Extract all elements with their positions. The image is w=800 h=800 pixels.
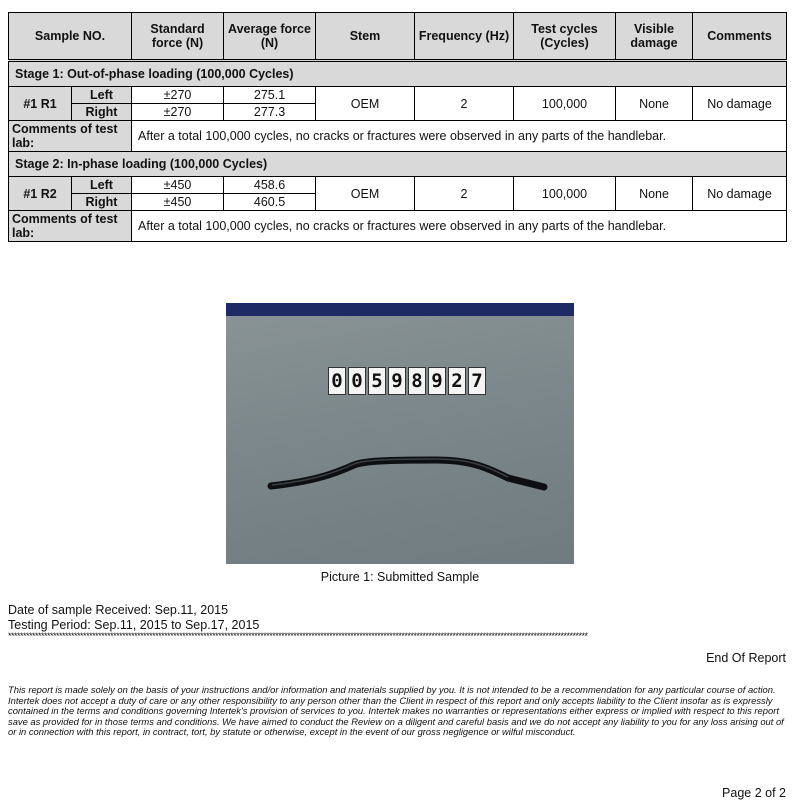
- test-cycles-value: 100,000: [514, 177, 616, 211]
- visible-damage-value: None: [616, 177, 693, 211]
- visible-damage-value: None: [616, 87, 693, 121]
- frequency-value: 2: [415, 177, 514, 211]
- handlebar-image: [226, 303, 574, 564]
- table-row: [9, 87, 787, 104]
- lab-comment-label: Comments of test lab:: [9, 211, 132, 242]
- sample-id: #1 R2: [9, 177, 72, 211]
- sample-tag-digit: 0: [348, 367, 366, 395]
- comments-value: No damage: [693, 177, 787, 211]
- photo-caption: Picture 1: Submitted Sample: [320, 570, 480, 584]
- sample-tag-digit: 7: [468, 367, 486, 395]
- standard-force-value: ±270: [132, 87, 224, 104]
- side-label: Left: [72, 177, 132, 194]
- table-row: [9, 177, 787, 194]
- separator-line: *************************************************************************************************************************************************************************************************: [8, 632, 588, 640]
- header-standard-force: Standard force (N): [132, 13, 224, 61]
- comments-value: No damage: [693, 87, 787, 121]
- disclaimer-text: This report is made solely on the basis of your instructions and/or information and materials supplied by you. It is not intended to be a recommendation for any particular course of action. Intertek does not accept a duty of care or any other responsibility to any person other than the Client in respect of this report and only accepts liability to the Client insofar as is expressly contained in the terms and conditions governing Intertek's provision of services to you. Intertek makes no warranties or representations either express or implied with respect to this report save as provided for in those terms and conditions. We have aimed to conduct the Review on a diligent and careful basis and we do not accept any liability to you for any loss arising out of or in connection with this report, in contract, tort, by statute or otherwise, except in the event of our gross negligence or wilful misconduct.: [8, 684, 784, 738]
- average-force-value: 460.5: [224, 194, 316, 211]
- side-label: Left: [72, 87, 132, 104]
- sample-tag-digit: 8: [408, 367, 426, 395]
- sample-tag-digit: 9: [428, 367, 446, 395]
- sample-tag-digit: 9: [388, 367, 406, 395]
- average-force-value: 458.6: [224, 177, 316, 194]
- header-visible-damage: Visible damage: [616, 13, 693, 61]
- lab-comment-row: [9, 211, 787, 242]
- side-label: Right: [72, 194, 132, 211]
- sample-tag-digit: 2: [448, 367, 466, 395]
- standard-force-value: ±450: [132, 177, 224, 194]
- average-force-value: 277.3: [224, 104, 316, 121]
- header-test-cycles: Test cycles (Cycles): [514, 13, 616, 61]
- stage-1-title: Stage 1: Out-of-phase loading (100,000 Cycles): [9, 61, 787, 87]
- header-frequency: Frequency (Hz): [415, 13, 514, 61]
- standard-force-value: ±450: [132, 194, 224, 211]
- header-average-force: Average force (N): [224, 13, 316, 61]
- sample-tag-strip: [328, 361, 486, 397]
- stage-2-title: Stage 2: In-phase loading (100,000 Cycles): [9, 152, 787, 177]
- stem-value: OEM: [316, 87, 415, 121]
- side-label: Right: [72, 104, 132, 121]
- lab-comment-row: [9, 121, 787, 152]
- test-results-table: [8, 12, 787, 242]
- sample-tag-digit: 0: [328, 367, 346, 395]
- header-comments: Comments: [693, 13, 787, 61]
- header-sample-no: Sample NO.: [9, 13, 132, 61]
- lab-comment-text: After a total 100,000 cycles, no cracks or fractures were observed in any parts of the handlebar.: [132, 211, 787, 242]
- stage-2-row: [9, 152, 787, 177]
- sample-tag-digit: 5: [368, 367, 386, 395]
- date-received: Date of sample Received: Sep.11, 2015: [8, 603, 229, 617]
- average-force-value: 275.1: [224, 87, 316, 104]
- frequency-value: 2: [415, 87, 514, 121]
- header-stem: Stem: [316, 13, 415, 61]
- test-cycles-value: 100,000: [514, 87, 616, 121]
- testing-period: Testing Period: Sep.11, 2015 to Sep.17, 2015: [8, 618, 260, 632]
- stem-value: OEM: [316, 177, 415, 211]
- stage-1-row: [9, 61, 787, 87]
- lab-comment-text: After a total 100,000 cycles, no cracks or fractures were observed in any parts of the handlebar.: [132, 121, 787, 152]
- sample-id: #1 R1: [9, 87, 72, 121]
- standard-force-value: ±270: [132, 104, 224, 121]
- sample-photo: [226, 303, 574, 564]
- table-header-row: [9, 13, 787, 61]
- page-number: Page 2 of 2: [722, 786, 786, 800]
- end-of-report: End Of Report: [706, 651, 786, 665]
- lab-comment-label: Comments of test lab:: [9, 121, 132, 152]
